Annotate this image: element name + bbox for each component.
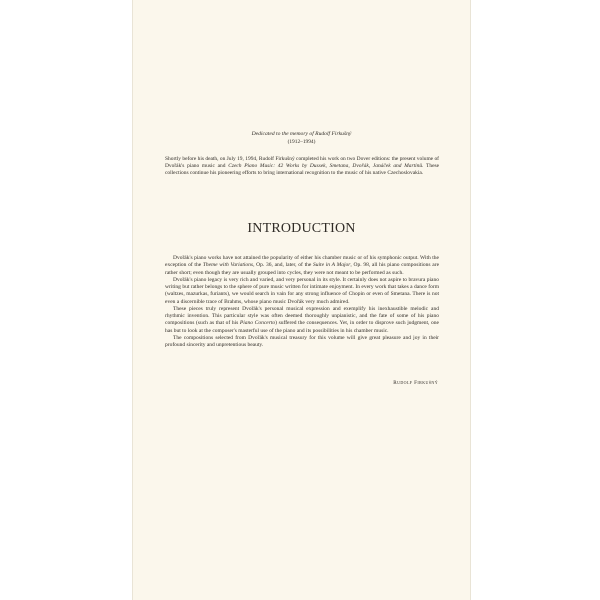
p3-work-title: Piano Concerto [239, 320, 276, 327]
dedication: Dedicated to the memory of Rudolf Firkušný [251, 131, 352, 137]
preface-book-title: Czech Piano Music: 42 Works by Dussek, Smetana, Dvořák, Janáček and Martinů [228, 163, 423, 170]
p3-text-2: ) suffered the consequences. Yet, in order to disprove such judgment, one has but to look at the composer's masterful use of the piano and its possibilities in his chamber music. [165, 320, 440, 334]
paragraph-4: The compositions selected from Dvořák's musical treasury for this volume will give great pleasure and joy in their profound sincerity and unpretentious beauty. [165, 334, 439, 348]
p1-work-title-2: Suite in A Major [313, 262, 351, 269]
page-title: INTRODUCTION [247, 221, 356, 236]
paragraph-1 [165, 255, 439, 277]
introduction-body [165, 255, 439, 349]
paragraph-2: Dvořák's piano legacy is very rich and varied, and very personal in its style. It certainly does not aspire to bravura piano writing but rather belongs to the sphere of pure music written for intimate enjoyment. In every work that takes a dance form (waltzes, mazurkas, furiants), we would search in vain for any strong influence of Chopin or even of Smetana. There is not even a discernible trace of Brahms, whose piano music Dvořák very much admired. [165, 276, 439, 305]
paragraph-3 [165, 306, 439, 335]
preface-text-2: . These collections continue his pioneering efforts to bring international recognition to the music of his native Czechoslovakia. [165, 163, 440, 177]
p1-text-1: Dvořák's piano works have not attained the popularity of either his chamber music or of his symphonic output. With the exception of the [165, 255, 439, 269]
preface-note [165, 156, 439, 178]
p1-text-3: , Op. 98, all his piano compositions are rather short; even though they are usually grouped into cycles, they were not meant to be performed as such. [165, 262, 440, 276]
p1-work-title-1: Theme with Variations [202, 262, 254, 269]
author-signature: Rudolf Firkušný [393, 380, 438, 386]
dedication-years: (1912–1994) [287, 139, 316, 145]
book-page [132, 0, 471, 600]
preface-text-1: Shortly before his death, on July 19, 1994, Rudolf Firkušný completed his work on two Dover editions: the present volume of Dvořák's piano music and [165, 156, 439, 170]
p3-text-1: These pieces truly represent Dvořák's personal musical expression and exemplify his inexhaustible melodic and rhythmic invention. This particular style was often deemed thoroughly unpianistic, and the fate of some of his piano compositions (such as that of his [165, 305, 439, 327]
p1-text-2: , Op. 36, and, later, of the [253, 262, 314, 269]
